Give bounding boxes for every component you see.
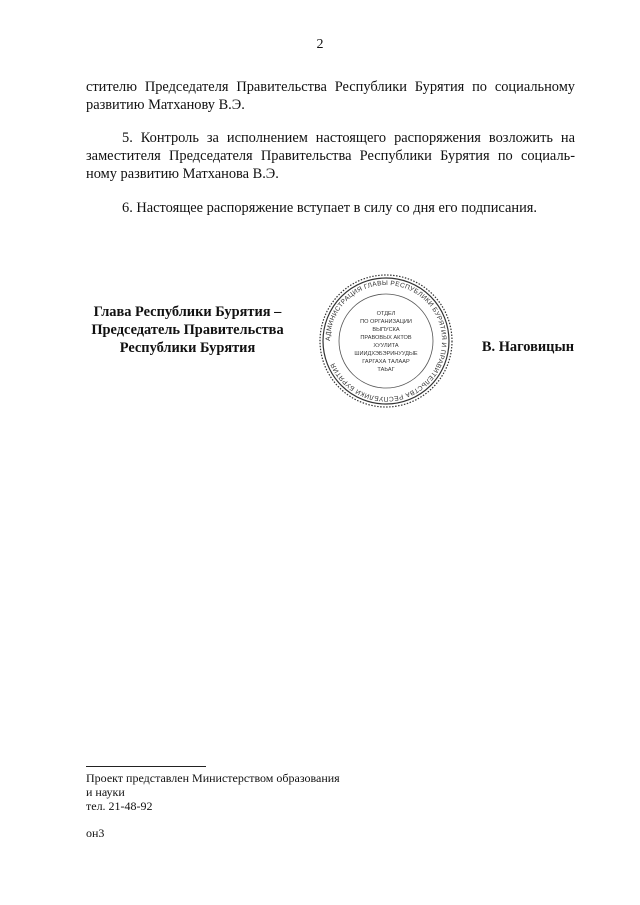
- signatory-line: Глава Республики Бурятия –: [93, 304, 282, 320]
- seal-center-line: ПРАВОВЫХ АКТОВ: [360, 335, 412, 341]
- signatory-line: Председатель Правительства: [91, 322, 284, 338]
- seal-center-line: ХУУЛИТА: [373, 343, 399, 349]
- paragraph-6: 6. Настоящее распоряжение вступает в силу со дня его подписания.: [122, 200, 537, 216]
- official-seal: [318, 273, 454, 409]
- signer-name: В. Наговицын: [481, 339, 574, 355]
- footnote: [86, 771, 340, 813]
- footnote-divider: [86, 766, 206, 767]
- signatory-title: [86, 303, 289, 357]
- page-number: 2: [316, 37, 324, 52]
- seal-center-line: ТАЬАГ: [377, 367, 395, 373]
- footnote-line: Проект представлен Министерством образования: [86, 771, 340, 785]
- document-code: он3: [86, 826, 105, 840]
- footnote-line: и науки: [86, 785, 125, 799]
- seal-center-line: ПО ОРГАНИЗАЦИИ: [360, 319, 412, 325]
- paragraph-continuation: стителю Председателя Правительства Республики Бурятия по социальному развитию Матханову В.Э.: [86, 79, 575, 113]
- footnote-line: тел. 21-48-92: [86, 799, 153, 813]
- seal-center-line: ГАРГАХА ТАЛААР: [362, 359, 410, 365]
- seal-ring-text: АДМИНИСТРАЦИЯ ГЛАВЫ РЕСПУБЛИКИ БУРЯТИЯ И ПРАВИТЕЛЬСТВА РЕСПУБЛИКИ БУРЯТИЯ: [324, 279, 448, 403]
- seal-center-line: ШИИДХЭБЭРИНУУДЫЕ: [354, 351, 418, 357]
- seal-center-line: ВЫПУСКА: [372, 327, 400, 333]
- paragraph-5: 5. Контроль за исполнением настоящего распоряжения возложить на заместителя Председателя Правительства Республики Бурятия по социаль-ному развитию Матханова В.Э.: [86, 130, 575, 182]
- signatory-line: Республики Бурятия: [119, 340, 256, 356]
- seal-center-line: ОТДЕЛ: [376, 311, 396, 317]
